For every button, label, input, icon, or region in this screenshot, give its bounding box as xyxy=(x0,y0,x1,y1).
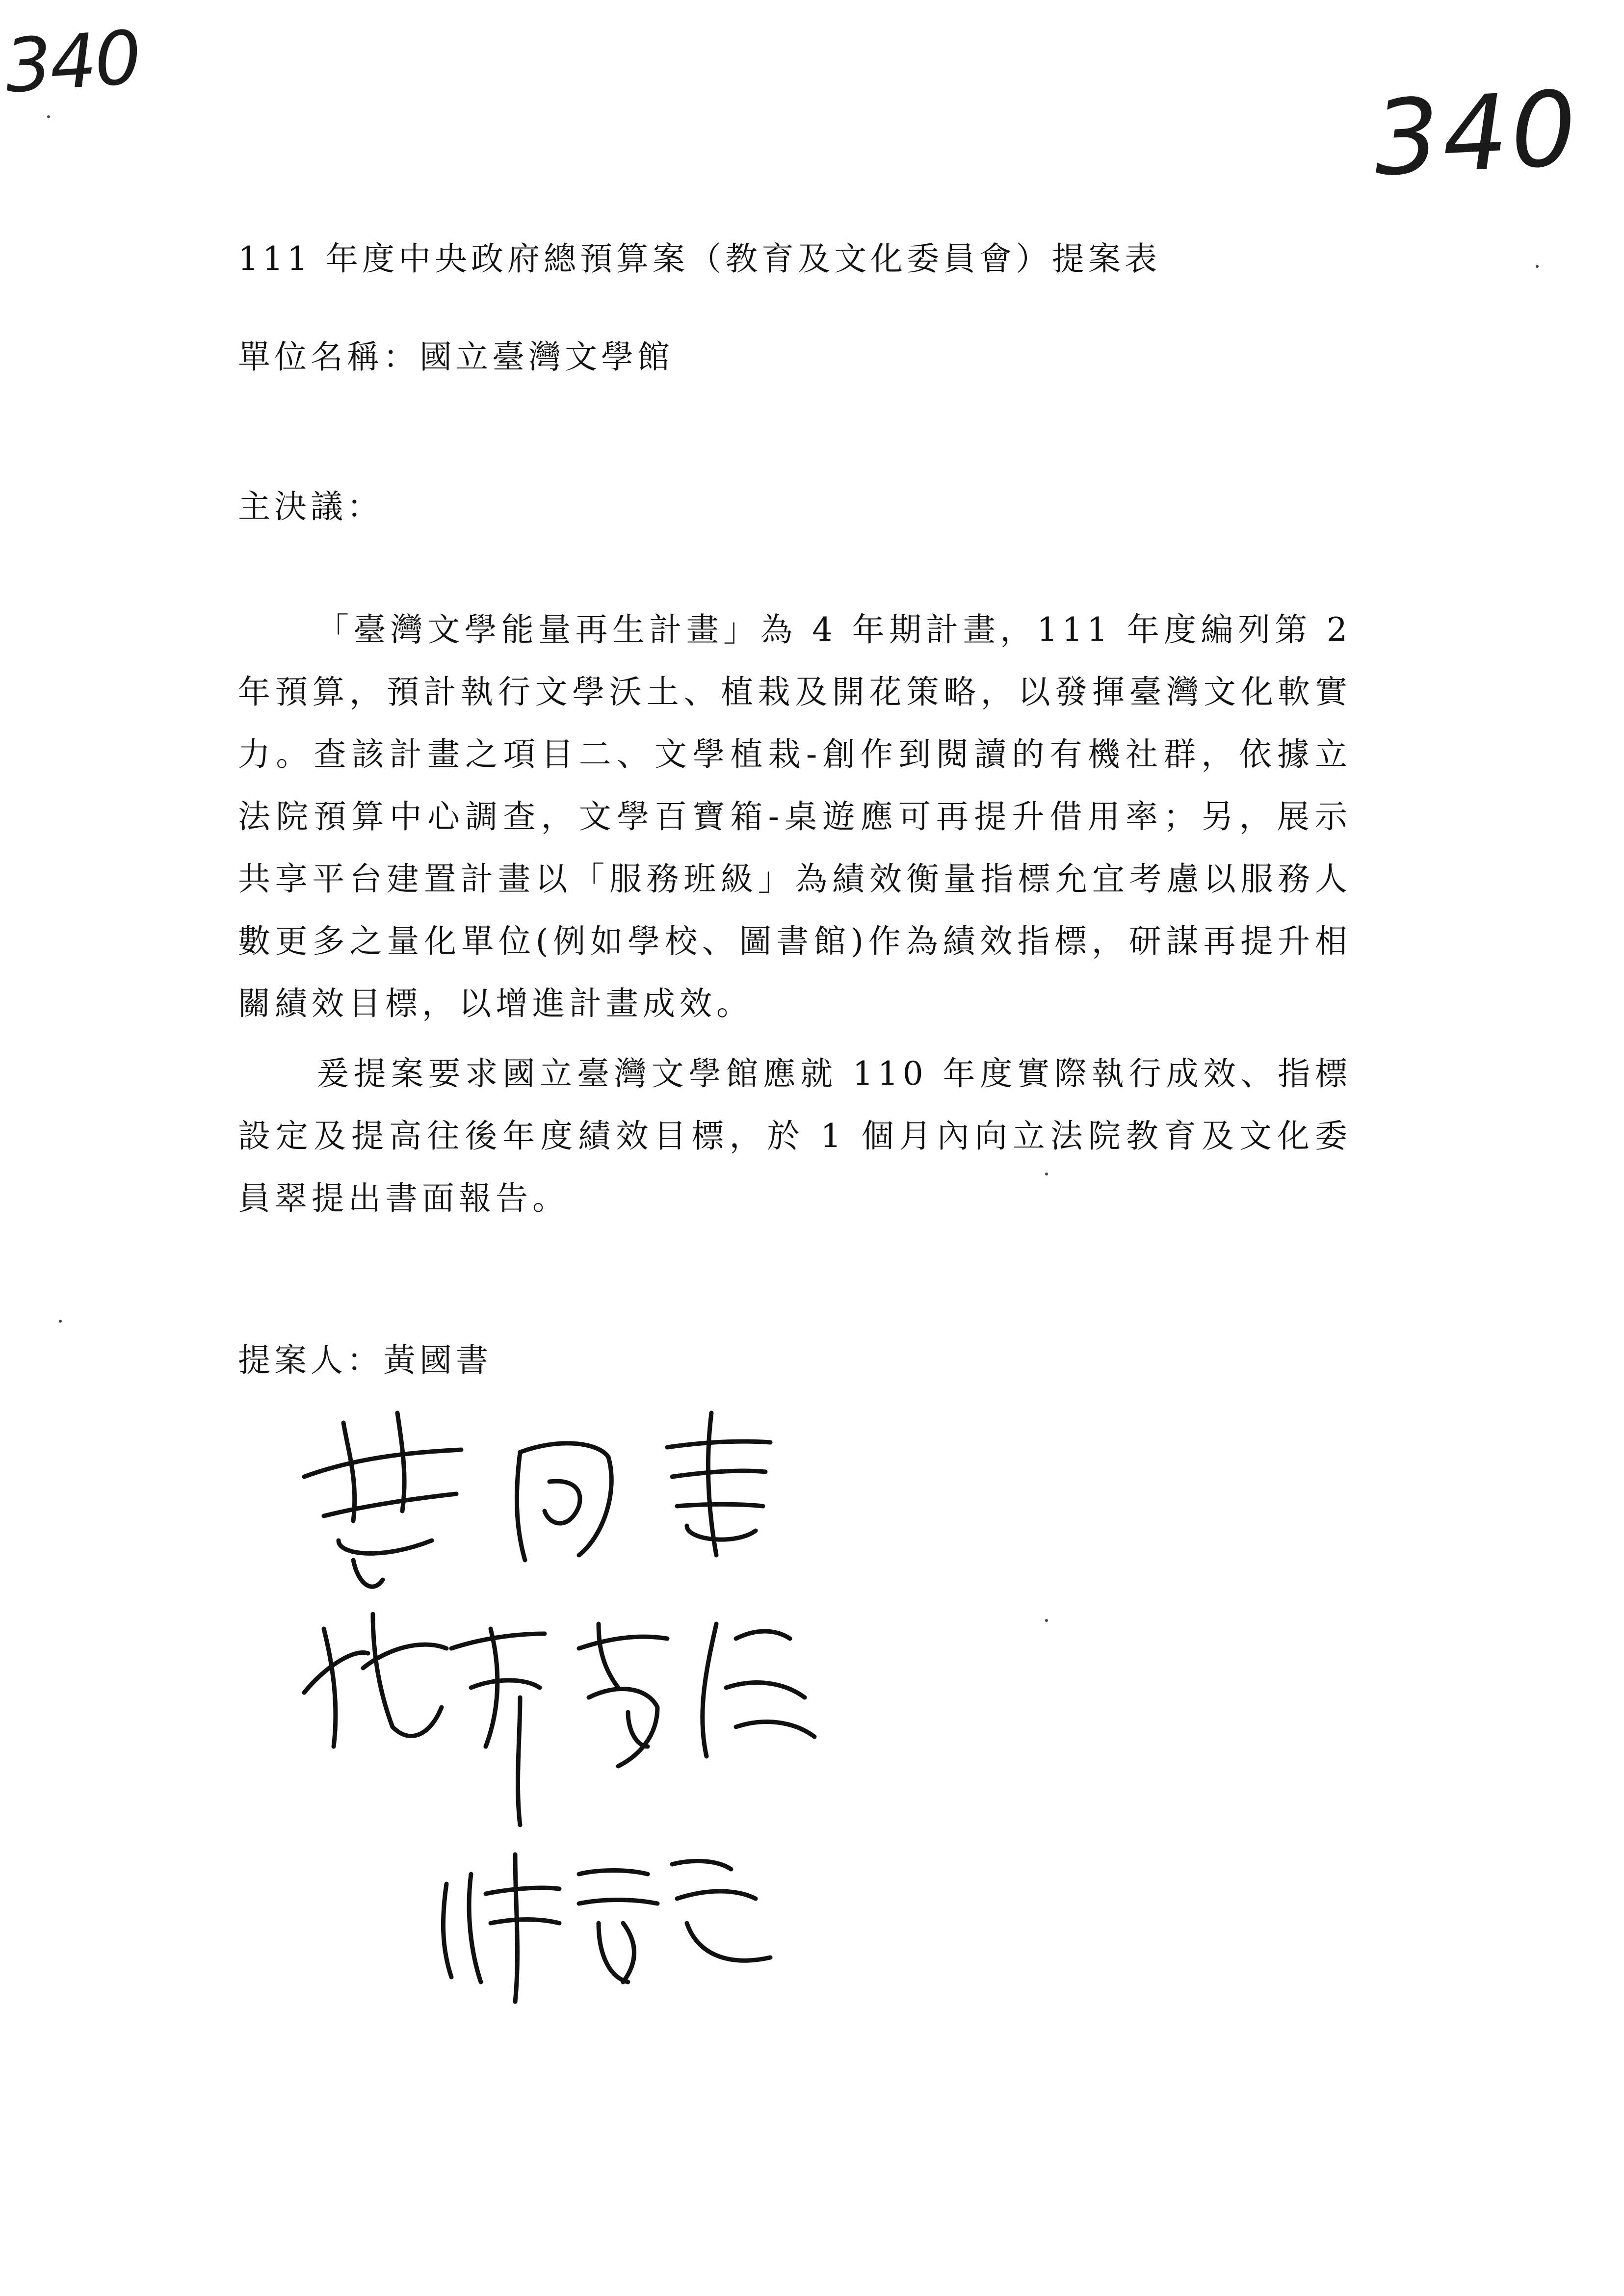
resolution-label: 主決議： xyxy=(238,488,383,525)
signature-1 xyxy=(304,1413,770,1587)
scan-speck xyxy=(1045,1173,1048,1175)
signature-2 xyxy=(304,1614,814,1825)
scan-speck xyxy=(1536,265,1539,268)
handwritten-page-number-right: 340 xyxy=(1370,68,1582,199)
document-title: 111 年度中央政府總預算案（教育及文化委員會）提案表 xyxy=(238,240,1161,278)
handwritten-page-number-left: 340 xyxy=(2,15,143,110)
signature-3 xyxy=(443,1854,770,2002)
scan-speck xyxy=(1045,1619,1048,1622)
scan-speck xyxy=(47,115,50,118)
scan-speck xyxy=(59,1320,62,1323)
resolution-paragraph-2: 爰提案要求國立臺灣文學館應就 110 年度實際執行成效、指標設定及提高往後年度績效目標，於 1 個月內向立法院教育及文化委員翠提出書面報告。 xyxy=(238,1055,1352,1217)
unit-name: 單位名稱：國立臺灣文學館 xyxy=(238,338,674,376)
resolution-paragraph-1: 「臺灣文學能量再生計畫」為 4 年期計畫，111 年度編列第 2 年預算，預計執行文學沃土、植栽及開花策略，以發揮臺灣文化軟實力。查該計畫之項目二、文學植栽-創作到閱讀的有機社群，依據立法院預算中心調查，文學百寶箱-桌遊應可再提升借用率；另，展示共享平台建置計畫以「服務班級」為績效衡量指標允宜考慮以服務人數更多之量化單位(例如學校、圖書館)作為績效指標，研謀再提升相關績效目標，以增進計畫成效。 xyxy=(238,611,1352,1022)
proposer-line: 提案人：黃國書 xyxy=(238,1341,492,1379)
handwritten-signatures xyxy=(285,1393,1021,2031)
